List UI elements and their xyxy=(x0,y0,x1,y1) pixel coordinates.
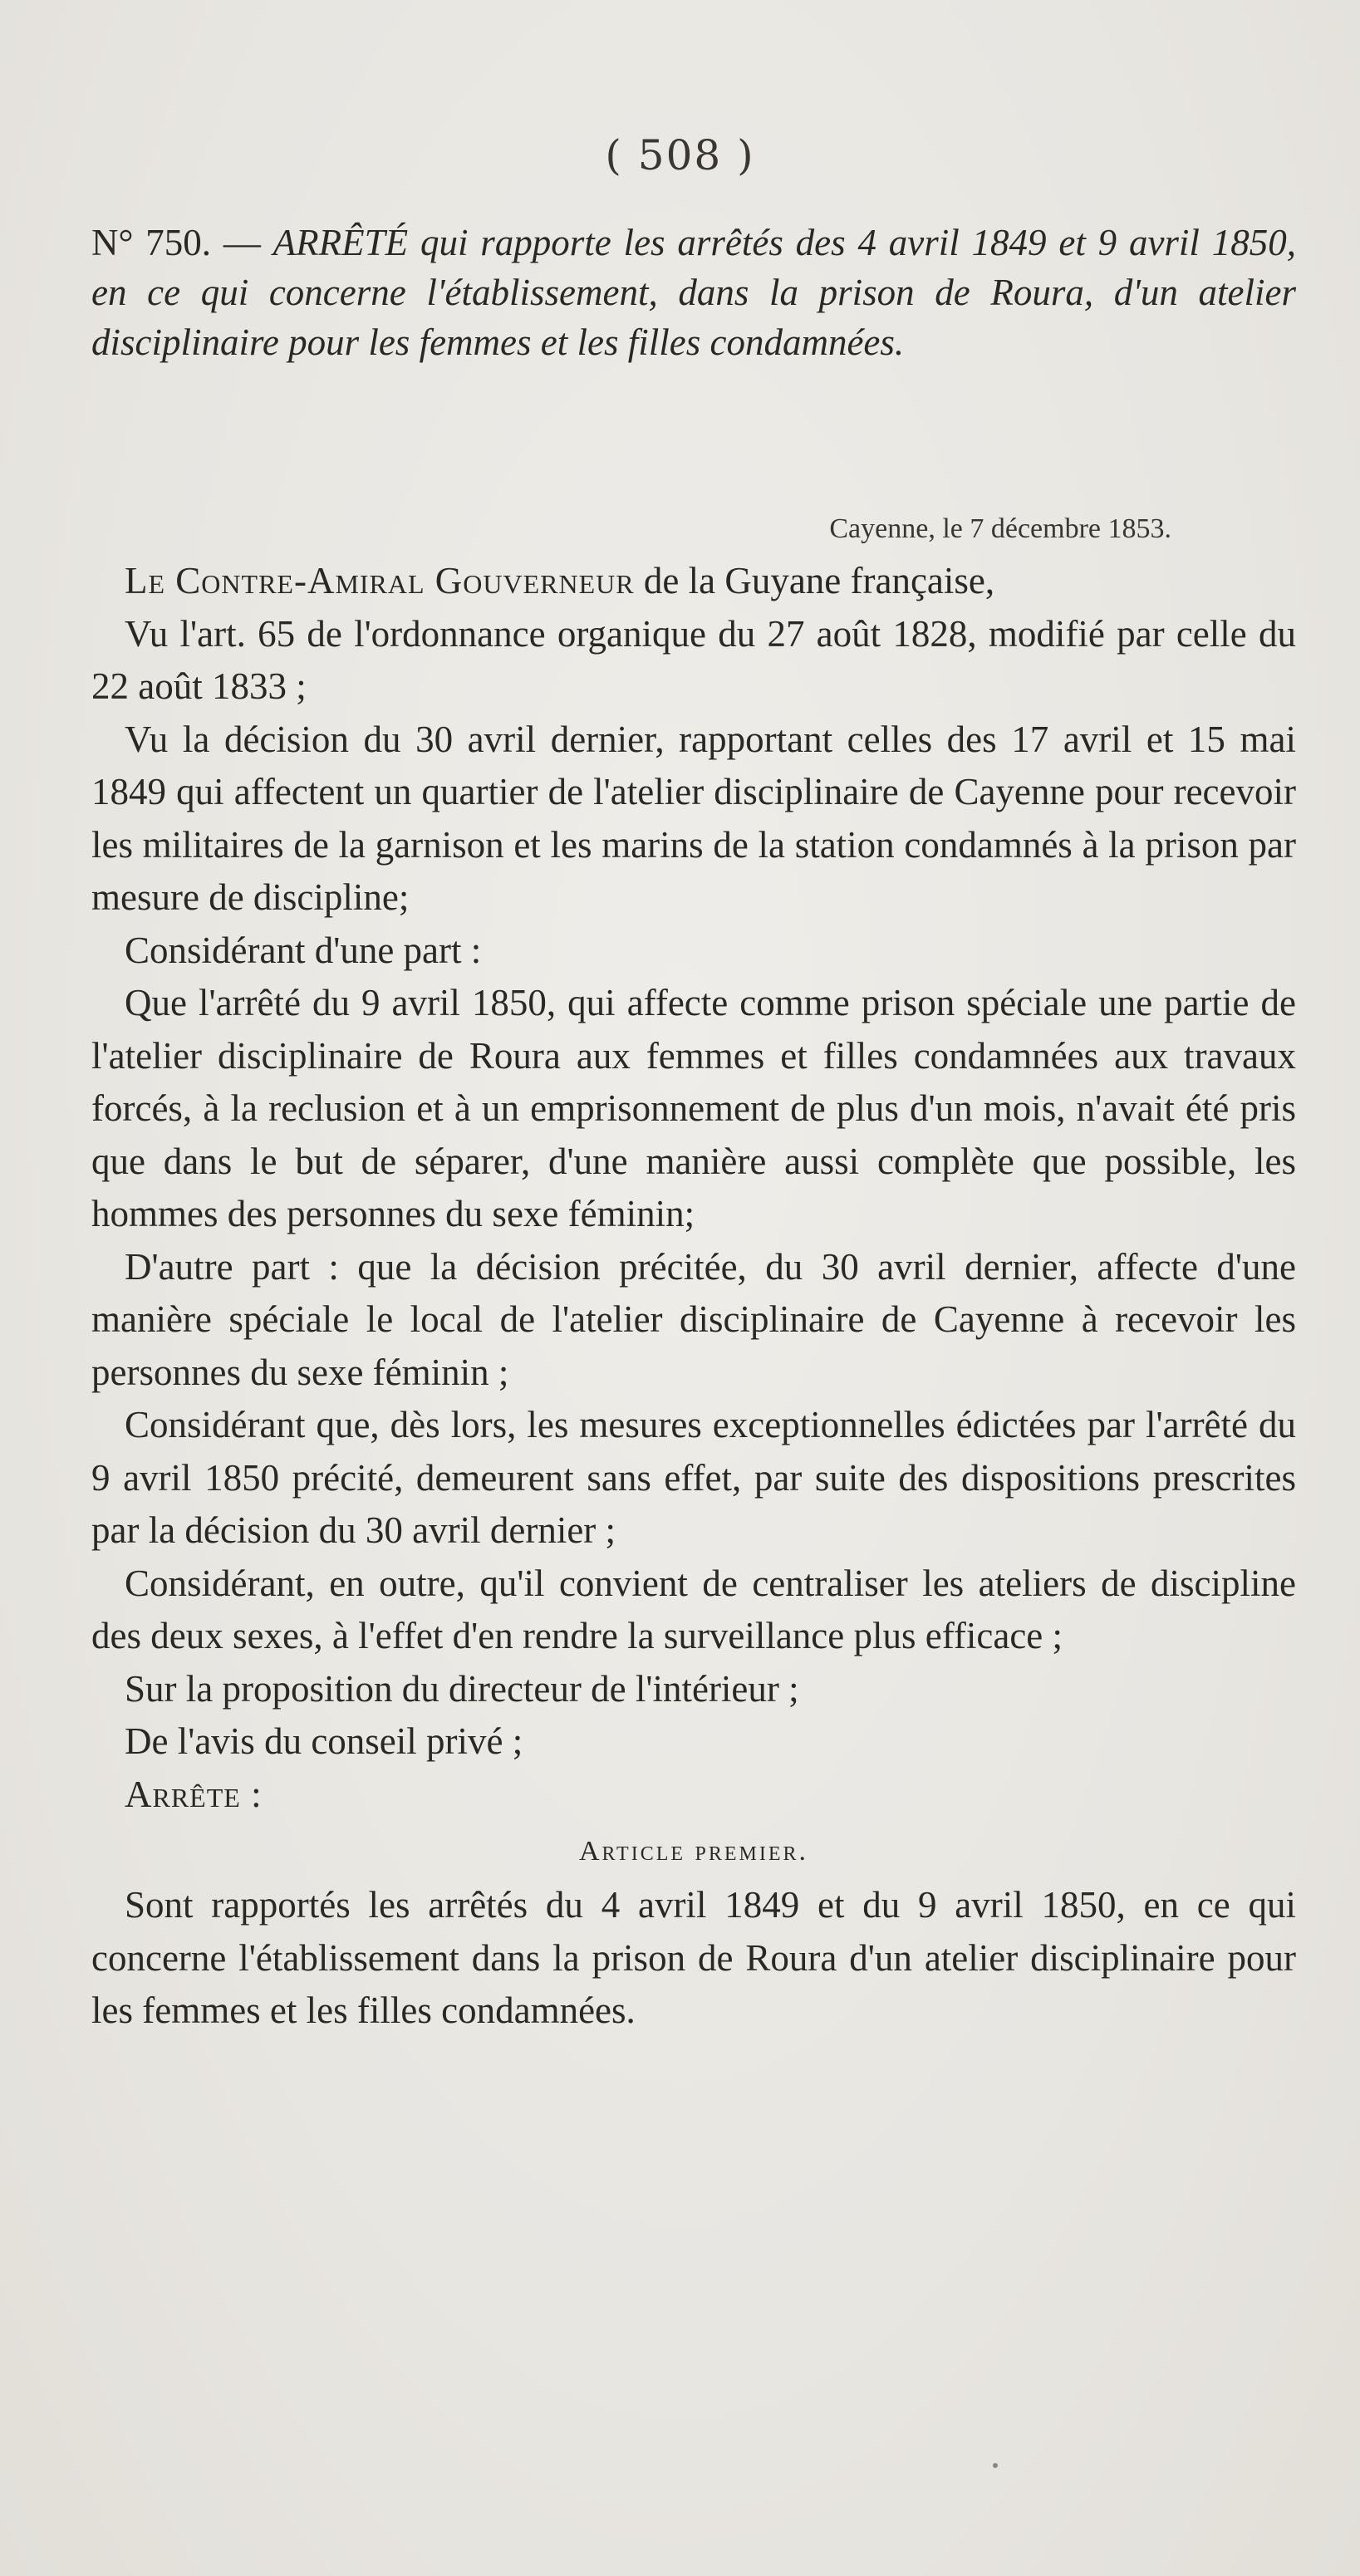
decree-number: N° 750. — xyxy=(91,222,261,263)
decree-heading xyxy=(91,218,1296,367)
decree-body xyxy=(91,555,1296,2038)
article-title: Article premier. xyxy=(578,1836,809,1867)
paragraph: De l'avis du conseil privé ; xyxy=(125,1720,523,1762)
paragraph: Vu la décision du 30 avril dernier, rapportant celles des 17 avril et 15 mai 1849 qui affectent un quartier de l'atelier disciplinaire de Cayenne pour recevoir les militaires de la garnison et les marins de la station condamnés à la prison par mesure de discipline; xyxy=(91,718,1296,918)
paragraph: Que l'arrêté du 9 avril 1850, qui affecte comme prison spéciale une partie de l'atelier disciplinaire de Roura aux femmes et filles condamnées aux travaux forcés, à la reclusion et à un emprisonnement de plus d'un mois, n'avait été pris que dans le but de séparer, d'une manière aussi complète que possible, les hommes des personnes du sexe féminin; xyxy=(91,982,1296,1234)
decree-title: ARRÊTÉ qui rapporte les arrêtés des 4 avril 1849 et 9 avril 1850, en ce qui concerne l'établissement, dans la prison de Roura, d'un atelier disciplinaire pour les femmes et les filles condamnées. xyxy=(91,222,1296,363)
page-number: ( 508 ) xyxy=(605,131,755,179)
paragraph: Sur la proposition du directeur de l'intérieur ; xyxy=(125,1667,799,1710)
article-text: Sont rapportés les arrêtés du 4 avril 1849 et du 9 avril 1850, en ce qui concerne l'établissement dans la prison de Roura d'un atelier disciplinaire pour les femmes et les filles condamnées. xyxy=(91,1884,1296,2031)
paper-speck xyxy=(993,2463,998,2468)
paragraph: Considérant d'une part : xyxy=(125,929,482,971)
paragraph: Considérant, en outre, qu'il convient de centraliser les ateliers de discipline des deux sexes, à l'effet d'en rendre la surveillance plus efficace ; xyxy=(91,1562,1296,1656)
paragraph: Considérant que, dès lors, les mesures exceptionnelles édictées par l'arrêté du 9 avril 1850 précité, demeurent sans effet, par suite des dispositions prescrites par la décision du 30 avril dernier ; xyxy=(91,1404,1296,1551)
paragraph: D'autre part : que la décision précitée, du 30 avril dernier, affecte d'une manière spéciale le local de l'atelier disciplinaire de Cayenne à recevoir les personnes du sexe féminin ; xyxy=(91,1245,1296,1393)
opening-line xyxy=(91,555,1296,608)
opening-rest: de la Guyane française, xyxy=(634,560,995,601)
paragraph: Vu l'art. 65 de l'ordonnance organique du 27 août 1828, modifié par celle du 22 août 1833 ; xyxy=(91,612,1296,707)
arrete-label: Arrête : xyxy=(125,1773,263,1815)
dateline: Cayenne, le 7 décembre 1853. xyxy=(829,513,1171,544)
opening-caps: Le Contre-Amiral Gouverneur xyxy=(125,560,635,601)
